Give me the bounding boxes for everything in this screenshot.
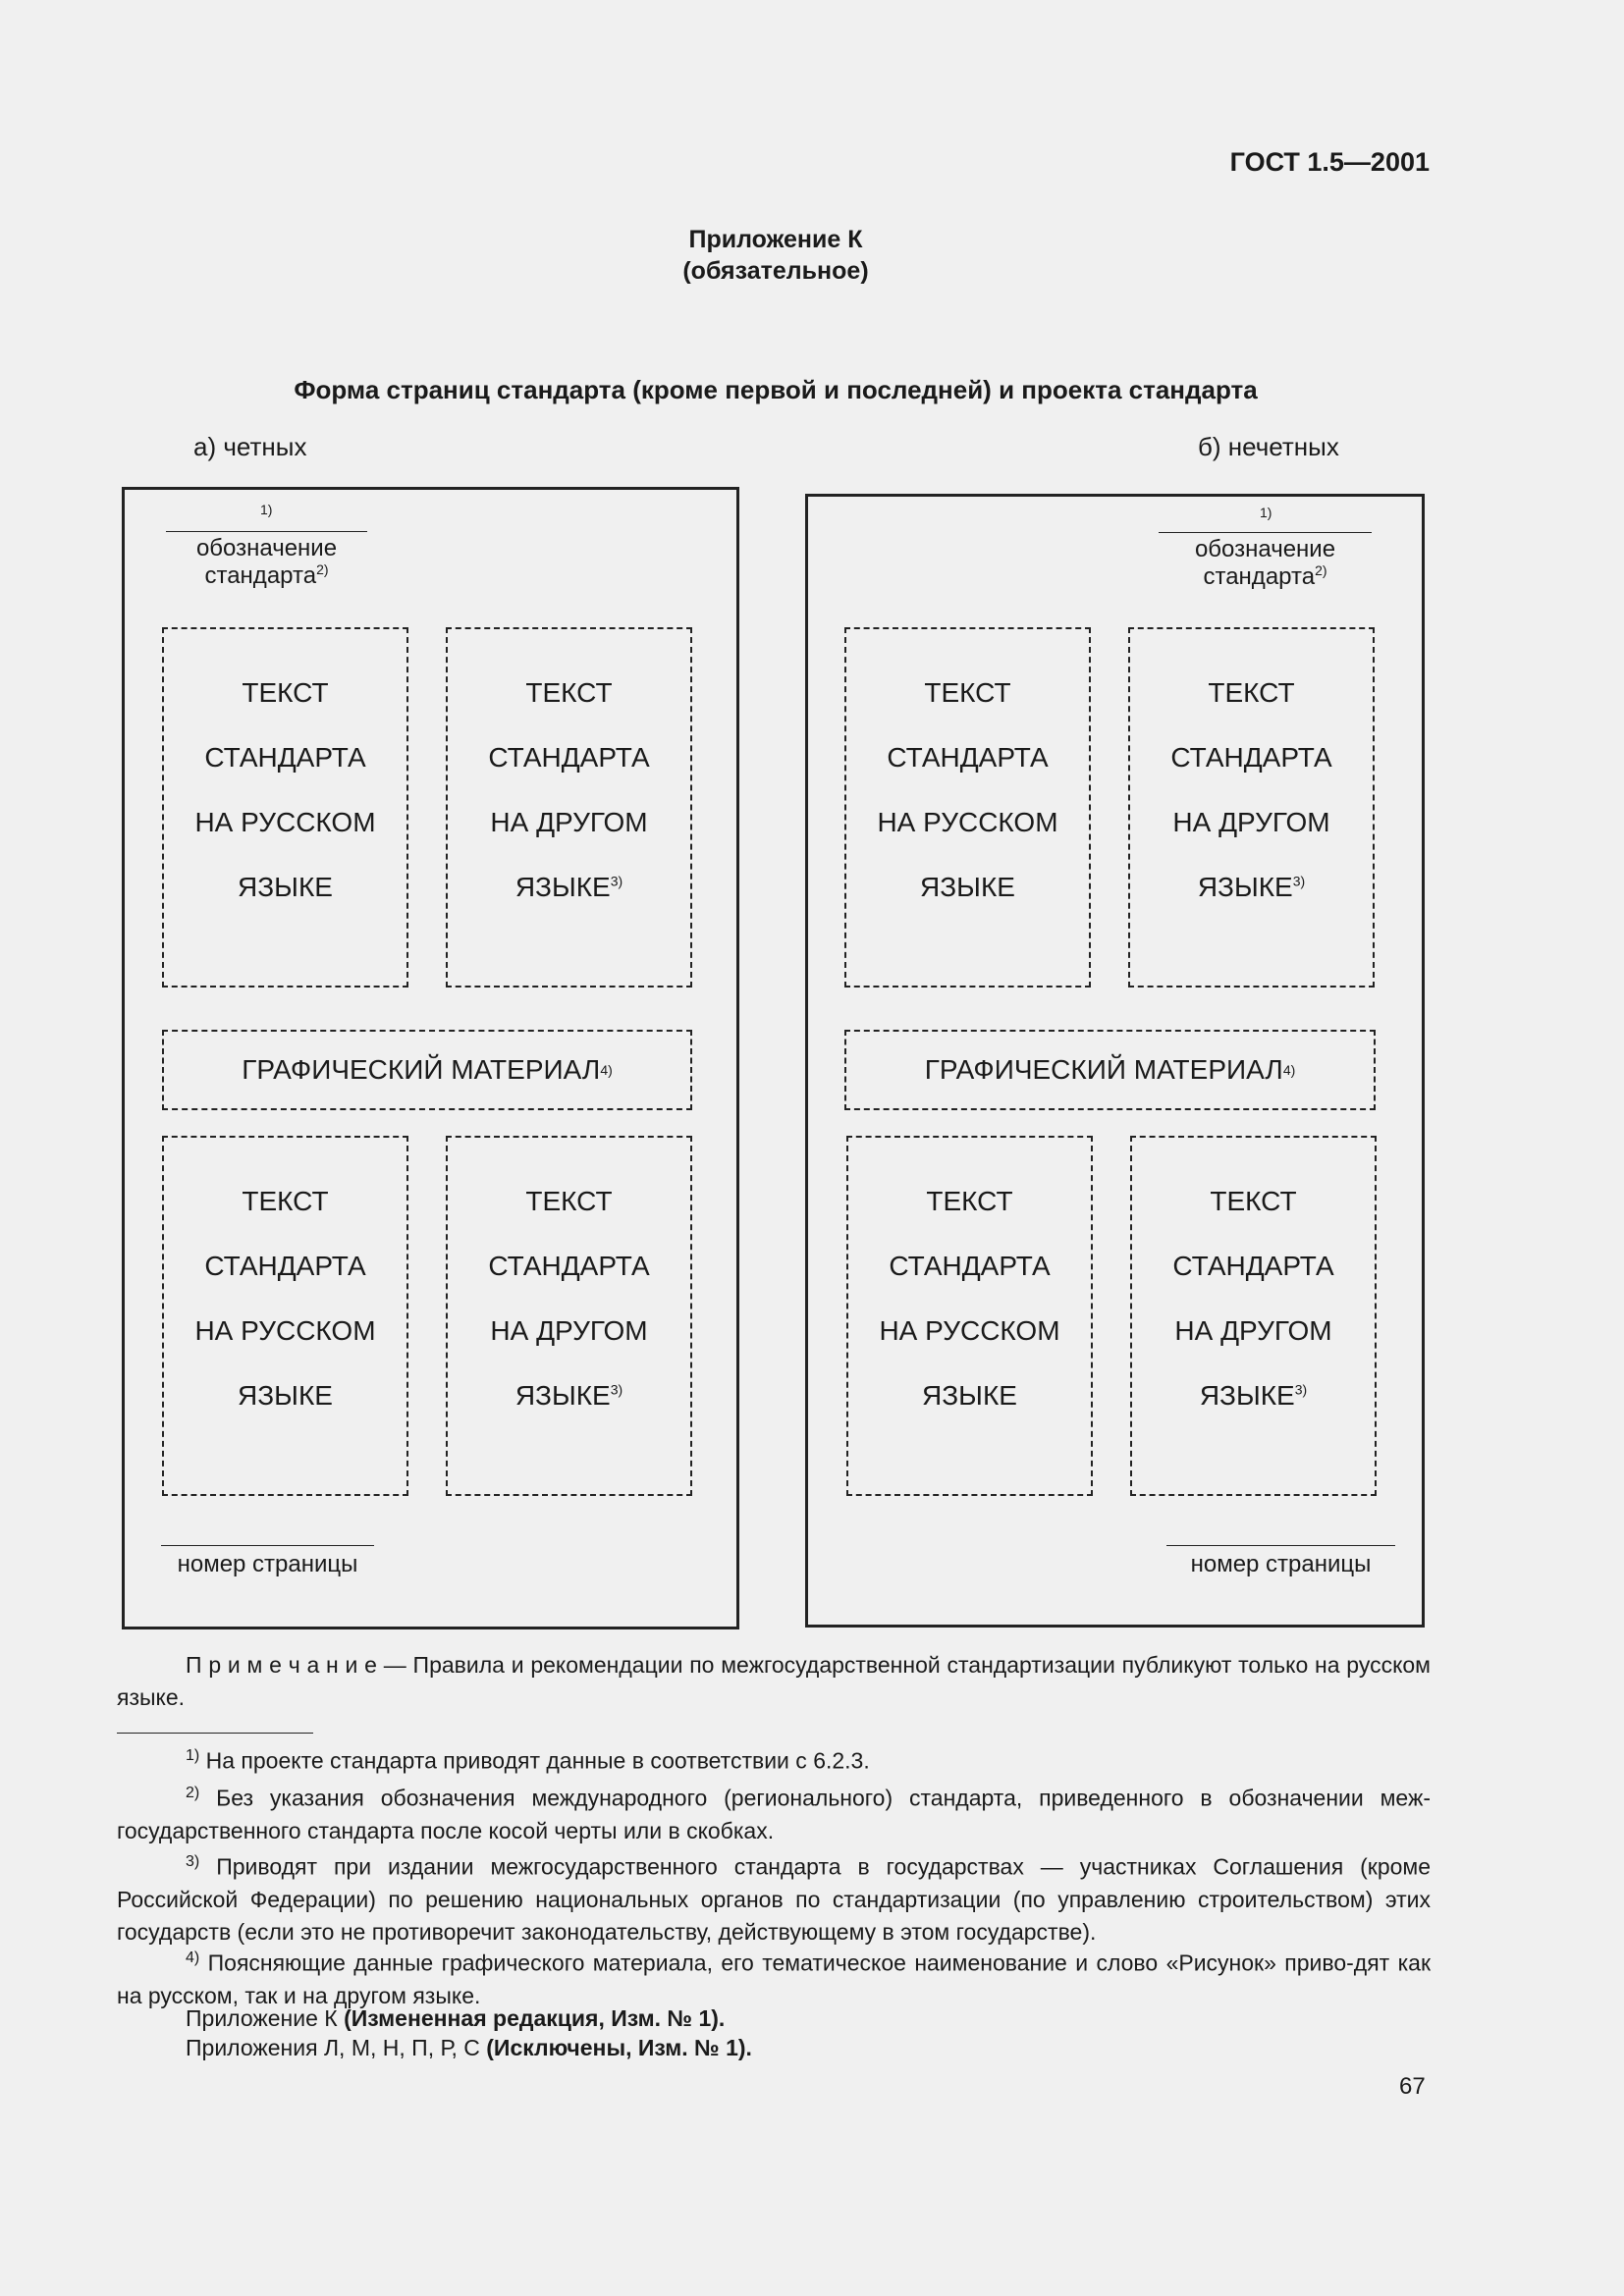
even-pages-label: а) четных (193, 432, 307, 461)
page-number-line (161, 1545, 374, 1546)
page-number-caption: номер страницы (1190, 1551, 1372, 1577)
text-block-russian: ТЕКСТ СТАНДАРТА НА РУССКОМ ЯЗЫКЕ (844, 627, 1091, 988)
text-block-other-language: ТЕКСТ СТАНДАРТА НА ДРУГОМ ЯЗЫКЕ$^{3)}$ (1128, 627, 1375, 988)
page-number-line (1166, 1545, 1395, 1546)
designation-line (166, 531, 367, 532)
note-paragraph: П р и м е ч а н и е — Правила и рекомендации по межгосударственной стандартизации публикуют только на русском языке. (117, 1652, 1431, 1710)
designation-caption: обозначение стандарта$^{2)}$ (195, 535, 338, 589)
appendix-status: (обязательное) (682, 257, 869, 285)
document-code: ГОСТ 1.5—2001 (1229, 147, 1430, 177)
page-number: 67 (1399, 2073, 1426, 2100)
graphic-material-block: ГРАФИЧЕСКИЙ МАТЕРИАЛ 4) (162, 1030, 692, 1110)
amendment-line: Приложения Л, М, Н, П, Р, С (Исключены, Изм. № 1). (186, 2035, 752, 2060)
footnote-separator (117, 1733, 313, 1734)
text-block-russian: ТЕКСТ СТАНДАРТА НА РУССКОМ ЯЗЫКЕ (162, 627, 408, 988)
odd-page-frame (805, 494, 1425, 1628)
text-block-other-language: ТЕКСТ СТАНДАРТА НА ДРУГОМ ЯЗЫКЕ$^{3)}$ (446, 627, 692, 988)
designation-footnote-mark: 1) (260, 502, 273, 517)
footnote-2: $^{2)}$ Без указания обозначения международного (регионального) стандарта, приведенного в обозначении меж-государственного стандарта после косой черты или в скобках. (117, 1785, 1432, 1843)
text-block-other-language: ТЕКСТ СТАНДАРТА НА ДРУГОМ ЯЗЫКЕ$^{3)}$ (1130, 1136, 1377, 1496)
text-block-russian: ТЕКСТ СТАНДАРТА НА РУССКОМ ЯЗЫКЕ (846, 1136, 1093, 1496)
footnote-1: $^{1)}$ На проекте стандарта приводят данные в соответствии с 6.2.3. (186, 1747, 870, 1774)
amendment-line: Приложение К (Измененная редакция, Изм. № 1). (186, 2005, 726, 2031)
graphic-material-block: ГРАФИЧЕСКИЙ МАТЕРИАЛ 4) (844, 1030, 1376, 1110)
even-page-frame (122, 487, 739, 1629)
footnote-3: $^{3)}$ Приводят при издании межгосударственного стандарта в государствах — участниках Соглашения (кроме Российской Федерации) по решению национальных органов по стандартизации (по управлению строительством) этих государств (если это не противоречит законодательству, действующему в этом государстве). (117, 1853, 1432, 1945)
page-number-caption: номер страницы (177, 1551, 358, 1577)
designation-footnote-mark: 1) (1260, 505, 1272, 520)
appendix-title: Приложение К (688, 226, 863, 253)
footnote-4: $^{4)}$ Поясняющие данные графического материала, его тематическое наименование и слово «Рисунок» приво-дят как на русском, так и на другом языке. (117, 1949, 1432, 2008)
text-block-russian: ТЕКСТ СТАНДАРТА НА РУССКОМ ЯЗЫКЕ (162, 1136, 408, 1496)
designation-caption: обозначение стандарта$^{2)}$ (1194, 536, 1336, 590)
odd-pages-label: б) нечетных (1198, 432, 1339, 461)
text-block-other-language: ТЕКСТ СТАНДАРТА НА ДРУГОМ ЯЗЫКЕ$^{3)}$ (446, 1136, 692, 1496)
designation-line (1159, 532, 1372, 533)
form-title: Форма страниц стандарта (кроме первой и последней) и проекта стандарта (294, 375, 1258, 404)
